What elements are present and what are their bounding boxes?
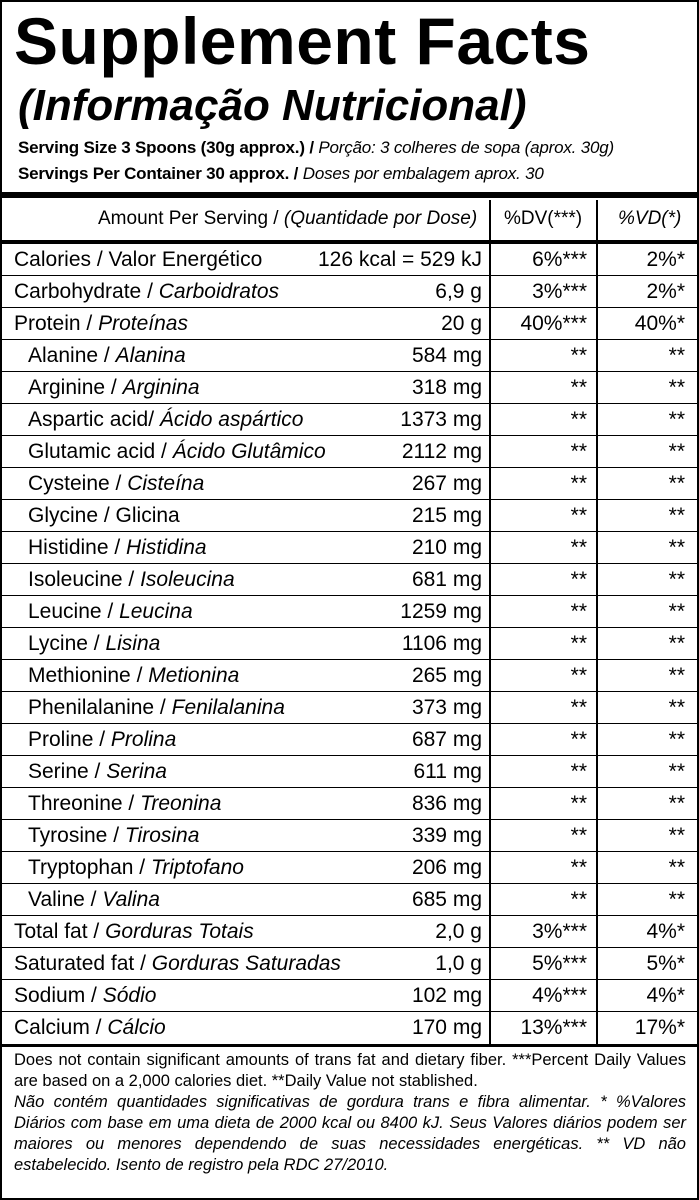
nutrient-name	[28, 692, 285, 724]
nutrient-amount: 267 mg	[411, 472, 482, 495]
nutrient-amount: 2112 mg	[401, 440, 482, 463]
serving-size	[18, 136, 694, 160]
nutrient-name-en: Sodium /	[14, 984, 97, 1007]
nutrient-vd: **	[668, 888, 685, 911]
table-row	[2, 852, 697, 884]
nutrient-table	[2, 244, 697, 1044]
label-subtitle: (Informação Nutricional)	[18, 81, 527, 130]
table-row	[2, 916, 697, 948]
nutrient-name-en: Total fat /	[14, 920, 100, 943]
table-row	[2, 948, 697, 980]
nutrient-amount: 681 mg	[411, 568, 482, 591]
nutrient-vd: 4%*	[646, 920, 685, 943]
nutrient-name	[28, 852, 244, 884]
table-row	[2, 820, 697, 852]
nutrient-amount: 373 mg	[411, 696, 482, 719]
nutrient-name-pt: Ácido aspártico	[159, 408, 304, 431]
nutrient-vd: 5%*	[646, 952, 685, 975]
nutrient-name-en: Proline /	[28, 728, 106, 751]
nutrient-name	[28, 660, 239, 692]
nutrient-amount: 339 mg	[411, 824, 482, 847]
nutrient-amount: 215 mg	[411, 504, 482, 527]
nutrient-vd: **	[668, 728, 685, 751]
table-row	[2, 372, 697, 404]
serving-size-pt: Porção: 3 colheres de sopa (aprox. 30g)	[318, 138, 614, 157]
nutrient-dv: **	[570, 888, 587, 911]
nutrient-name-en: Protein /	[14, 312, 93, 335]
header-dv: %DV(***)	[504, 208, 583, 229]
nutrient-name	[14, 948, 341, 980]
nutrient-amount: 102 mg	[411, 984, 482, 1007]
nutrient-name	[28, 404, 303, 436]
nutrient-amount: 1106 mg	[401, 632, 482, 655]
nutrient-name-pt: Gorduras Totais	[105, 920, 254, 943]
nutrient-name	[28, 564, 235, 596]
nutrient-vd: **	[668, 696, 685, 719]
nutrient-name-pt: Cisteína	[127, 472, 205, 495]
servings-per-container	[18, 162, 694, 186]
nutrient-amount: 584 mg	[411, 344, 482, 367]
nutrient-name	[28, 788, 221, 820]
nutrient-name	[28, 756, 167, 788]
nutrient-vd: **	[668, 632, 685, 655]
nutrient-name	[28, 884, 160, 916]
nutrient-amount: 1,0 g	[435, 952, 482, 975]
nutrient-name	[14, 1012, 166, 1044]
nutrient-name-en: Threonine /	[28, 792, 135, 815]
nutrient-name-en: Glycine /	[28, 504, 110, 527]
nutrient-name	[28, 724, 176, 756]
nutrient-amount: 687 mg	[411, 728, 482, 751]
nutrient-dv: **	[570, 536, 587, 559]
table-row	[2, 532, 697, 564]
table-row	[2, 596, 697, 628]
nutrient-dv: 3%***	[532, 920, 587, 943]
footnote-pt: Não contém quantidades significativas de gordura trans e fibra alimentar. * %Valores Diários com base em uma dieta de 2000 kcal ou 8400 kJ. Seus Valores diários podem ser maiores ou menores dependendo de suas necessidades energéticas. ** VD não estabelecido. Isento de registro pela RDC 27/2010.	[14, 1093, 686, 1174]
nutrient-vd: **	[668, 408, 685, 431]
label-title: Supplement Facts	[14, 4, 591, 78]
nutrient-vd: 17%*	[634, 1016, 685, 1039]
nutrient-amount: 6,9 g	[435, 280, 482, 303]
nutrient-name-en: Calories /	[14, 248, 103, 271]
table-row	[2, 884, 697, 916]
nutrient-name	[28, 500, 180, 532]
nutrient-name	[28, 596, 193, 628]
nutrient-vd: **	[668, 440, 685, 463]
nutrient-amount: 1373 mg	[400, 408, 482, 431]
nutrient-name-en: Glutamic acid /	[28, 440, 167, 463]
nutrient-dv: 6%***	[532, 248, 587, 271]
nutrient-name	[14, 244, 262, 276]
nutrient-name-en: Arginine /	[28, 376, 117, 399]
nutrient-name-pt: Glicina	[115, 504, 180, 527]
table-row	[2, 244, 697, 276]
serving-size-en: Serving Size 3 Spoons (30g approx.) /	[18, 138, 314, 157]
table-row	[2, 308, 697, 340]
header-vd: %VD(*)	[618, 208, 682, 229]
nutrient-amount: 170 mg	[411, 1016, 482, 1039]
table-row	[2, 660, 697, 692]
nutrient-dv: **	[570, 600, 587, 623]
nutrient-dv: **	[570, 856, 587, 879]
nutrient-vd: **	[668, 760, 685, 783]
nutrient-name-en: Cysteine /	[28, 472, 122, 495]
nutrient-vd: **	[668, 600, 685, 623]
nutrient-name-pt: Isoleucina	[140, 568, 235, 591]
nutrient-name	[28, 820, 199, 852]
nutrient-dv: **	[570, 472, 587, 495]
nutrient-name-pt: Histidina	[126, 536, 207, 559]
table-row	[2, 724, 697, 756]
nutrient-name-pt: Alanina	[115, 344, 186, 367]
nutrient-name-pt: Cálcio	[107, 1016, 166, 1039]
nutrient-vd: **	[668, 824, 685, 847]
table-row	[2, 628, 697, 660]
nutrient-amount: 318 mg	[411, 376, 482, 399]
nutrient-amount: 2,0 g	[435, 920, 482, 943]
servings-per-container-pt: Doses por embalagem aprox. 30	[302, 164, 544, 183]
nutrient-amount: 126 kcal = 529 kJ	[317, 248, 482, 271]
nutrient-vd: **	[668, 472, 685, 495]
nutrient-vd: 4%*	[646, 984, 685, 1007]
nutrient-name-pt: Triptofano	[150, 856, 244, 879]
nutrient-dv: **	[570, 824, 587, 847]
nutrient-dv: **	[570, 440, 587, 463]
nutrient-dv: **	[570, 344, 587, 367]
nutrient-name-pt: Ácido Glutâmico	[172, 440, 326, 463]
nutrient-vd: **	[668, 344, 685, 367]
nutrient-vd: 40%*	[634, 312, 685, 335]
servings-per-container-en: Servings Per Container 30 approx. /	[18, 164, 299, 183]
nutrient-name	[28, 372, 200, 404]
header-amount	[98, 202, 477, 236]
table-row	[2, 500, 697, 532]
table-row	[2, 1012, 697, 1044]
nutrient-amount: 611 mg	[413, 760, 482, 783]
nutrient-amount: 836 mg	[411, 792, 482, 815]
nutrient-name-en: Aspartic acid/	[28, 408, 155, 431]
table-row	[2, 692, 697, 724]
nutrient-dv: 4%***	[532, 984, 587, 1007]
nutrient-name-pt: Arginina	[122, 376, 200, 399]
nutrient-vd: 2%*	[646, 280, 685, 303]
nutrient-dv: **	[570, 408, 587, 431]
table-row	[2, 788, 697, 820]
nutrient-vd: **	[668, 504, 685, 527]
nutrient-name-pt: Serina	[106, 760, 167, 783]
table-row	[2, 980, 697, 1012]
nutrient-vd: **	[668, 376, 685, 399]
nutrient-dv: **	[570, 632, 587, 655]
nutrient-name	[28, 436, 326, 468]
nutrient-dv: **	[570, 664, 587, 687]
nutrient-name	[14, 276, 279, 308]
header-amount-pt: (Quantidade por Dose)	[283, 208, 478, 229]
nutrient-name-en: Alanine /	[28, 344, 110, 367]
nutrient-name-pt: Valor Energético	[108, 248, 263, 271]
nutrient-name-pt: Valina	[102, 888, 160, 911]
nutrient-name	[28, 468, 204, 500]
nutrient-name	[14, 916, 254, 948]
table-row	[2, 436, 697, 468]
top-divider	[2, 192, 697, 198]
nutrient-name-pt: Prolina	[110, 728, 177, 751]
nutrient-name-en: Leucine /	[28, 600, 114, 623]
nutrient-dv: **	[570, 760, 587, 783]
nutrient-amount: 1259 mg	[400, 600, 482, 623]
nutrient-name	[14, 308, 188, 340]
table-row	[2, 276, 697, 308]
nutrient-name-pt: Gorduras Saturadas	[151, 952, 341, 975]
nutrient-dv: **	[570, 696, 587, 719]
nutrient-vd: 2%*	[646, 248, 685, 271]
nutrient-name-en: Lycine /	[28, 632, 100, 655]
nutrient-dv: 40%***	[520, 312, 587, 335]
nutrient-name	[28, 628, 160, 660]
nutrient-name-pt: Fenilalanina	[171, 696, 285, 719]
nutrient-name-en: Carbohydrate /	[14, 280, 153, 303]
nutrient-amount: 206 mg	[411, 856, 482, 879]
table-row	[2, 756, 697, 788]
bottom-divider	[2, 1044, 697, 1047]
nutrient-dv: **	[570, 376, 587, 399]
nutrient-name-pt: Leucina	[119, 600, 193, 623]
nutrient-name-pt: Treonina	[140, 792, 222, 815]
nutrient-name	[28, 340, 186, 372]
nutrient-name-en: Phenilalanine /	[28, 696, 166, 719]
nutrient-name-en: Calcium /	[14, 1016, 102, 1039]
table-row	[2, 564, 697, 596]
nutrient-vd: **	[668, 856, 685, 879]
nutrient-name	[28, 532, 207, 564]
nutrient-vd: **	[668, 792, 685, 815]
nutrient-dv: 13%***	[520, 1016, 587, 1039]
nutrient-name-en: Histidine /	[28, 536, 121, 559]
nutrient-amount: 20 g	[441, 312, 482, 335]
footnote-en: Does not contain significant amounts of trans fat and dietary fiber. ***Percent Daily Values are based on a 2,000 calories diet. **Daily Value not stablished.	[14, 1051, 686, 1090]
nutrient-dv: **	[570, 792, 587, 815]
table-row	[2, 468, 697, 500]
table-row	[2, 340, 697, 372]
nutrient-dv: **	[570, 504, 587, 527]
nutrient-name	[14, 980, 156, 1012]
nutrient-dv: **	[570, 568, 587, 591]
nutrient-name-en: Methionine /	[28, 664, 143, 687]
nutrient-name-en: Tyrosine /	[28, 824, 120, 847]
nutrient-name-en: Saturated fat /	[14, 952, 146, 975]
nutrient-dv: 3%***	[532, 280, 587, 303]
nutrient-dv: **	[570, 728, 587, 751]
nutrient-dv: 5%***	[532, 952, 587, 975]
nutrient-name-en: Tryptophan /	[28, 856, 146, 879]
nutrient-name-pt: Sódio	[102, 984, 157, 1007]
nutrient-name-pt: Metionina	[148, 664, 240, 687]
nutrient-amount: 265 mg	[411, 664, 482, 687]
table-row	[2, 404, 697, 436]
nutrient-name-pt: Lisina	[105, 632, 161, 655]
header-amount-en: Amount Per Serving /	[98, 208, 279, 229]
nutrient-vd: **	[668, 536, 685, 559]
nutrient-vd: **	[668, 568, 685, 591]
nutrient-name-en: Valine /	[28, 888, 97, 911]
nutrient-amount: 210 mg	[411, 536, 482, 559]
nutrient-name-en: Serine /	[28, 760, 101, 783]
nutrient-name-pt: Tirosina	[124, 824, 200, 847]
nutrient-name-en: Isoleucine /	[28, 568, 135, 591]
nutrient-vd: **	[668, 664, 685, 687]
nutrient-name-pt: Proteínas	[98, 312, 188, 335]
nutrient-amount: 685 mg	[411, 888, 482, 911]
footnote	[14, 1050, 686, 1176]
nutrient-name-pt: Carboidratos	[158, 280, 279, 303]
